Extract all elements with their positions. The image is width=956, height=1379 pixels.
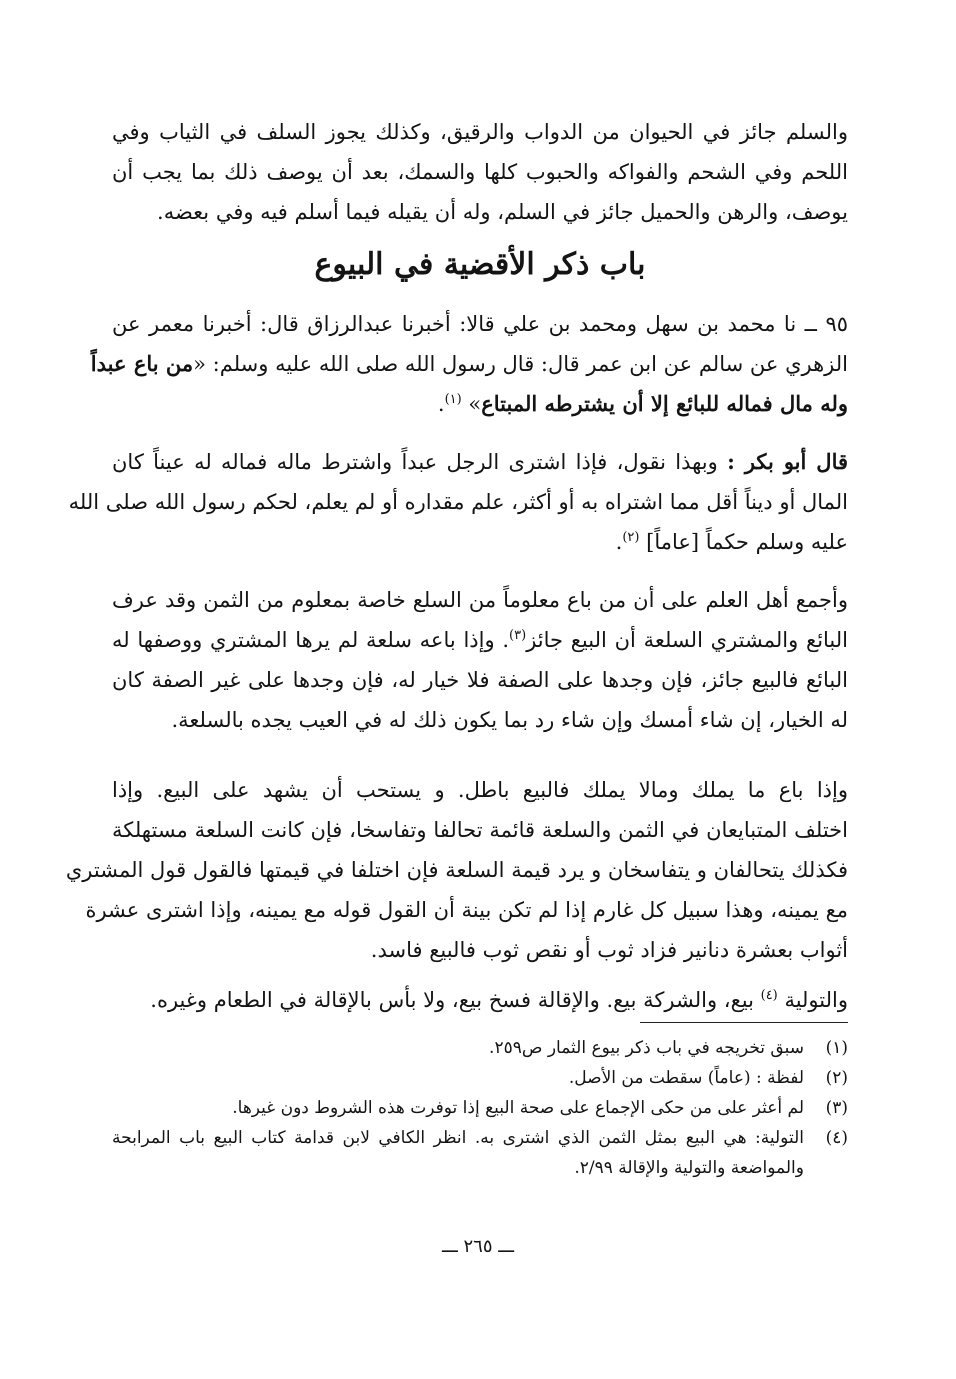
- footnote-ref: (٣): [509, 628, 527, 643]
- paragraph-abu-bakr: [68, 442, 849, 562]
- period: .: [615, 530, 623, 554]
- paragraph-sale-rules: [65, 770, 848, 970]
- footnote-ref: (٢): [622, 530, 640, 545]
- text-line: اختلف المتبايعان في الثمن والسلعة قائمة تحالفا وتفاسخا، فإن كانت السلعة مستهلكة: [112, 818, 848, 842]
- text-line: والسلم جائز في الحيوان من الدواب والرقيق، وكذلك يجوز السلف في الثياب وفي: [112, 120, 848, 144]
- text-line: المال أو ديناً أقل مما اشتراه به أو أكثر، علم مقداره أو لم يعلم، لحكم رسول الله صلى الله: [68, 490, 848, 514]
- paragraph-hadith-95: [90, 304, 848, 424]
- footnote-separator: [640, 1022, 848, 1023]
- text-line: ٩٥ ــ نا محمد بن سهل ومحمد بن علي قالا: أخبرنا عبدالرزاق قال: أخبرنا معمر عن: [112, 312, 848, 336]
- text-line: [112, 620, 848, 660]
- text-line: وإذا باع ما يملك ومالا يملك فالبيع باطل. و يستحب أن يشهد على البيع. وإذا: [112, 778, 848, 802]
- footnote-text: لفظة : (عاماً) سقطت من الأصل.: [568, 1068, 804, 1088]
- paragraph-ijma: [112, 580, 848, 740]
- quote-close: »: [468, 392, 482, 416]
- text-line: [112, 980, 848, 1020]
- footnotes-section: [112, 1022, 848, 1183]
- chapter-heading: باب ذكر الأقضية في البيوع: [314, 247, 646, 282]
- speaker-label: قال أبو بكر :: [727, 449, 849, 474]
- text-line: [112, 442, 848, 482]
- paragraph-text: . وإذا باعه سلعة لم يرها المشتري ووصفها له: [112, 628, 510, 652]
- paragraph-text: عليه وسلم حكماً [عاماً]: [646, 530, 848, 554]
- text-line: [112, 384, 848, 424]
- paragraph-text: والتولية: [784, 988, 848, 1012]
- hadith-matn-end: وله مال فماله للبائع إلا أن يشترطه المبتاع: [481, 391, 848, 416]
- paragraph-text: البائع والمشتري السلعة أن البيع جائز: [526, 628, 849, 652]
- footnote-ref: (١): [444, 392, 462, 407]
- footnote-text: سبق تخريجه في باب ذكر بيوع الثمار ص٢٥٩.: [489, 1038, 804, 1058]
- text-line: له الخيار، إن شاء أمسك وإن شاء رد بما يكون ذلك له في العيب يجده بالسلعة.: [171, 708, 848, 732]
- text-line: [90, 344, 848, 384]
- period: .: [437, 392, 445, 416]
- footnote-item: [112, 1123, 848, 1183]
- paragraph-text: بيع، والشركة بيع. والإقالة فسخ بيع، ولا بأس بالإقالة في الطعام وغيره.: [150, 988, 761, 1012]
- paragraph-salam: [112, 112, 848, 232]
- text-line: مع يمينه، وهذا سبيل كل غارم إذا لم تكن بينة أن القول قوله مع يمينه، وإذا اشترى عشرة: [85, 898, 848, 922]
- text-line: فكذلك يتحالفان و يتفاسخان و يرد قيمة السلعة فإن اختلفا في قيمتها فالقول قول المشتري: [65, 858, 848, 882]
- hadith-chain-text: الزهري عن سالم عن ابن عمر قال: قال رسول الله صلى الله عليه وسلم: «: [193, 352, 848, 376]
- footnote-text: لم أعثر على من حكى الإجماع على صحة البيع إذا توفرت هذه الشروط دون غيرها.: [232, 1098, 804, 1118]
- text-line: أثواب بعشرة دنانير فزاد ثوب أو نقص ثوب فالبيع فاسد.: [370, 938, 848, 962]
- footnote-ref: (٤): [760, 988, 778, 1003]
- footnote-item: [112, 1063, 848, 1093]
- page-number: ـــ ٢٦٥ ـــ: [441, 1236, 515, 1257]
- text-line: البائع فالبيع جائز، فإن وجدها على الصفة فلا خيار له، فإن وجدها على غير الصفة كان: [112, 668, 848, 692]
- footnote-item: [112, 1033, 848, 1063]
- footnote-number: (٣): [825, 1098, 848, 1118]
- paragraph-text: وبهذا نقول، فإذا اشترى الرجل عبداً واشترط ماله فماله له عيناً كان: [112, 450, 728, 474]
- text-line: اللحم وفي الشحم والفواكه والحبوب كلها والسمك، بعد أن يوصف ذلك بما يجب أن: [112, 160, 848, 184]
- text-line: [112, 522, 848, 562]
- footnote-text: والمواضعة والتولية والإقالة ٢/٩٩.: [574, 1158, 804, 1178]
- footnote-number: (٢): [825, 1068, 848, 1088]
- footnote-number: (٤): [825, 1128, 848, 1148]
- footnote-number: (١): [825, 1038, 848, 1058]
- hadith-matn-start: من باع عبداً: [90, 351, 194, 376]
- text-line: يوصف، والرهن والحميل جائز في السلم، وله أن يقيله فيما أسلم فيه وفي بعضه.: [157, 200, 848, 224]
- text-line: وأجمع أهل العلم على أن من باع معلوماً من السلع خاصة بمعلوم من الثمن وقد عرف: [112, 588, 848, 612]
- footnote-text: التولية: هي البيع بمثل الثمن الذي اشترى به. انظر الكافي لابن قدامة كتاب البيع باب المرابحة: [112, 1128, 804, 1148]
- paragraph-tawliya: [112, 980, 848, 1020]
- footnote-item: [112, 1093, 848, 1123]
